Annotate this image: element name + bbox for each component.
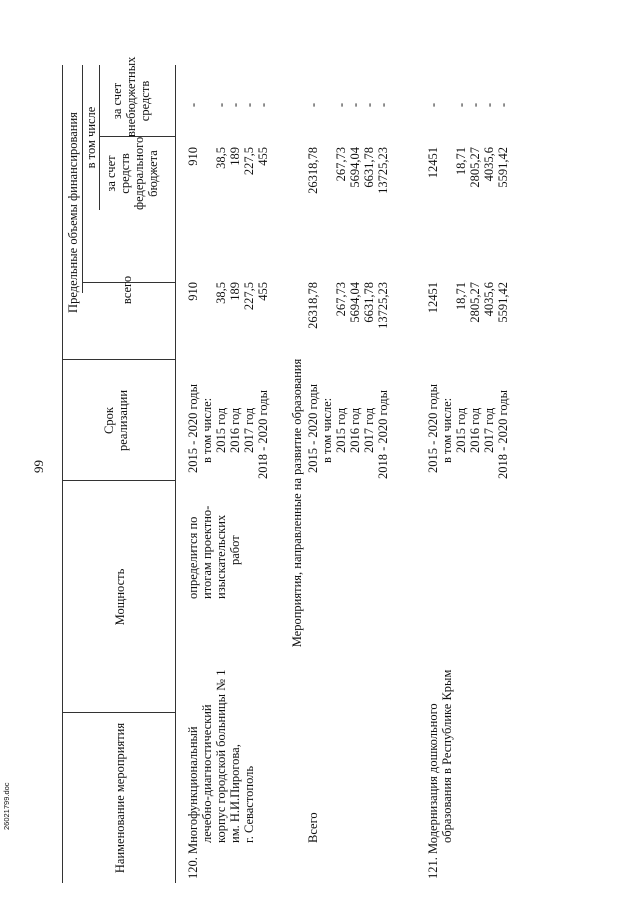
row121-fed-5: 4035,6 (482, 147, 496, 182)
sum-fed-6: 13725,23 (376, 147, 390, 194)
page-number: 99 (31, 460, 46, 473)
row120-extra-3: - (214, 102, 228, 108)
row120-total-6: 455 (256, 282, 270, 301)
header-period-1: Срок (102, 407, 116, 434)
row121-name-2: образования в Республике Крым (440, 669, 454, 843)
header-incl: в том числе (84, 106, 98, 169)
row121-extra-4: - (468, 102, 482, 108)
row121-extra-1: - (426, 102, 440, 108)
sum-total-4: 5694,04 (348, 282, 362, 323)
sum-period-2: в том числе: (320, 397, 334, 463)
row120-cap-4: работ (228, 535, 242, 565)
row120-period-6: 2018 - 2020 годы (256, 389, 270, 479)
row120-period-5: 2017 год (242, 407, 256, 453)
total-row-label: Всего (306, 812, 320, 843)
sum-fed-5: 6631,78 (362, 147, 376, 188)
row121-period-4: 2016 год (468, 407, 482, 453)
row120-period-1: 2015 - 2020 годы (186, 383, 200, 473)
header-funding: Предельные объемы финансирования (66, 112, 80, 313)
row121-fed-3: 18,71 (454, 147, 468, 176)
sum-extra-1: - (306, 102, 320, 108)
header-capacity: Мощность (113, 568, 127, 626)
row120-period-4: 2016 год (228, 407, 242, 453)
sum-extra-3: - (334, 102, 348, 108)
row120-total-5: 227,5 (242, 282, 256, 311)
section-title: Мероприятия, направленные на развитие образования (290, 358, 304, 648)
header-total: всего (120, 275, 134, 305)
header-fed-3: федерального (132, 136, 146, 210)
row120-fed-4: 189 (228, 147, 242, 166)
row121-period-1: 2015 - 2020 годы (426, 383, 440, 473)
row121-total-4: 2805,27 (468, 282, 482, 323)
row121-total-6: 5591,42 (496, 282, 510, 323)
row120-name-3: корпус городской больницы № 1 (214, 669, 228, 843)
sum-period-3: 2015 год (334, 407, 348, 453)
row120-fed-1: 910 (186, 147, 200, 166)
row121-fed-4: 2805,27 (468, 147, 482, 188)
row120-extra-6: - (256, 102, 270, 108)
header-fed-1: за счет (104, 155, 118, 192)
row120-extra-5: - (242, 102, 256, 108)
sum-fed-1: 26318,78 (306, 147, 320, 194)
table-top-rule (62, 65, 63, 883)
row120-name-5: г. Севастополь (242, 765, 256, 843)
sum-extra-6: - (376, 102, 390, 108)
row121-period-2: в том числе: (440, 397, 454, 463)
document-id: 26021799.doc (2, 782, 11, 830)
row120-name-1: 120. Многофункциональный (186, 726, 200, 879)
row120-total-4: 189 (228, 282, 242, 301)
row120-fed-6: 455 (256, 147, 270, 166)
sum-period-6: 2018 - 2020 годы (376, 389, 390, 479)
row120-cap-1: определится по (186, 516, 200, 599)
sum-period-4: 2016 год (348, 407, 362, 453)
header-extra-2: внебюджетных (124, 56, 138, 137)
header-fed-2: средств (118, 153, 132, 194)
sum-total-3: 267,73 (334, 282, 348, 317)
sum-extra-5: - (362, 102, 376, 108)
sum-total-6: 13725,23 (376, 282, 390, 329)
row120-name-4: им. Н.И.Пирогова, (228, 744, 242, 843)
table-header-rule (175, 65, 176, 883)
row120-fed-3: 38,5 (214, 147, 228, 169)
row121-extra-5: - (482, 102, 496, 108)
row120-name-2: лечебно-диагностический (200, 704, 214, 843)
row121-period-5: 2017 год (482, 407, 496, 453)
header-extra-1: за счет (110, 82, 124, 120)
row120-total-3: 38,5 (214, 282, 228, 304)
row121-total-3: 18,71 (454, 282, 468, 311)
sum-fed-4: 5694,04 (348, 147, 362, 188)
row120-period-2: в том числе: (200, 397, 214, 463)
sum-period-1: 2015 - 2020 годы (306, 383, 320, 473)
row120-fed-5: 227,5 (242, 147, 256, 176)
row121-name-1: 121. Модернизация дошкольного (426, 703, 440, 879)
row120-cap-2: итогам проектно- (200, 505, 214, 599)
row120-extra-4: - (228, 102, 242, 108)
row120-extra-1: - (186, 102, 200, 108)
row120-cap-3: изыскательских (214, 514, 228, 599)
sum-period-5: 2017 год (362, 407, 376, 453)
incl-subheader-rule (99, 65, 100, 210)
sum-total-5: 6631,78 (362, 282, 376, 323)
row121-extra-3: - (454, 102, 468, 108)
funding-subheader-rule (82, 65, 83, 293)
row121-fed-6: 5591,42 (496, 147, 510, 188)
sum-extra-4: - (348, 102, 362, 108)
row121-total-1: 12451 (426, 282, 440, 314)
row121-fed-1: 12451 (426, 147, 440, 179)
header-period-2: реализации (116, 389, 130, 452)
header-name: Наименование мероприятия (113, 722, 127, 874)
row120-period-3: 2015 год (214, 407, 228, 453)
header-extra-3: средств (138, 80, 152, 122)
row121-total-5: 4035,6 (482, 282, 496, 317)
row121-extra-6: - (496, 102, 510, 108)
row121-period-6: 2018 - 2020 годы (496, 389, 510, 479)
row121-period-3: 2015 год (454, 407, 468, 453)
header-fed-4: бюджета (146, 150, 160, 197)
sum-total-1: 26318,78 (306, 282, 320, 329)
row120-total-1: 910 (186, 282, 200, 301)
sum-fed-3: 267,73 (334, 147, 348, 182)
